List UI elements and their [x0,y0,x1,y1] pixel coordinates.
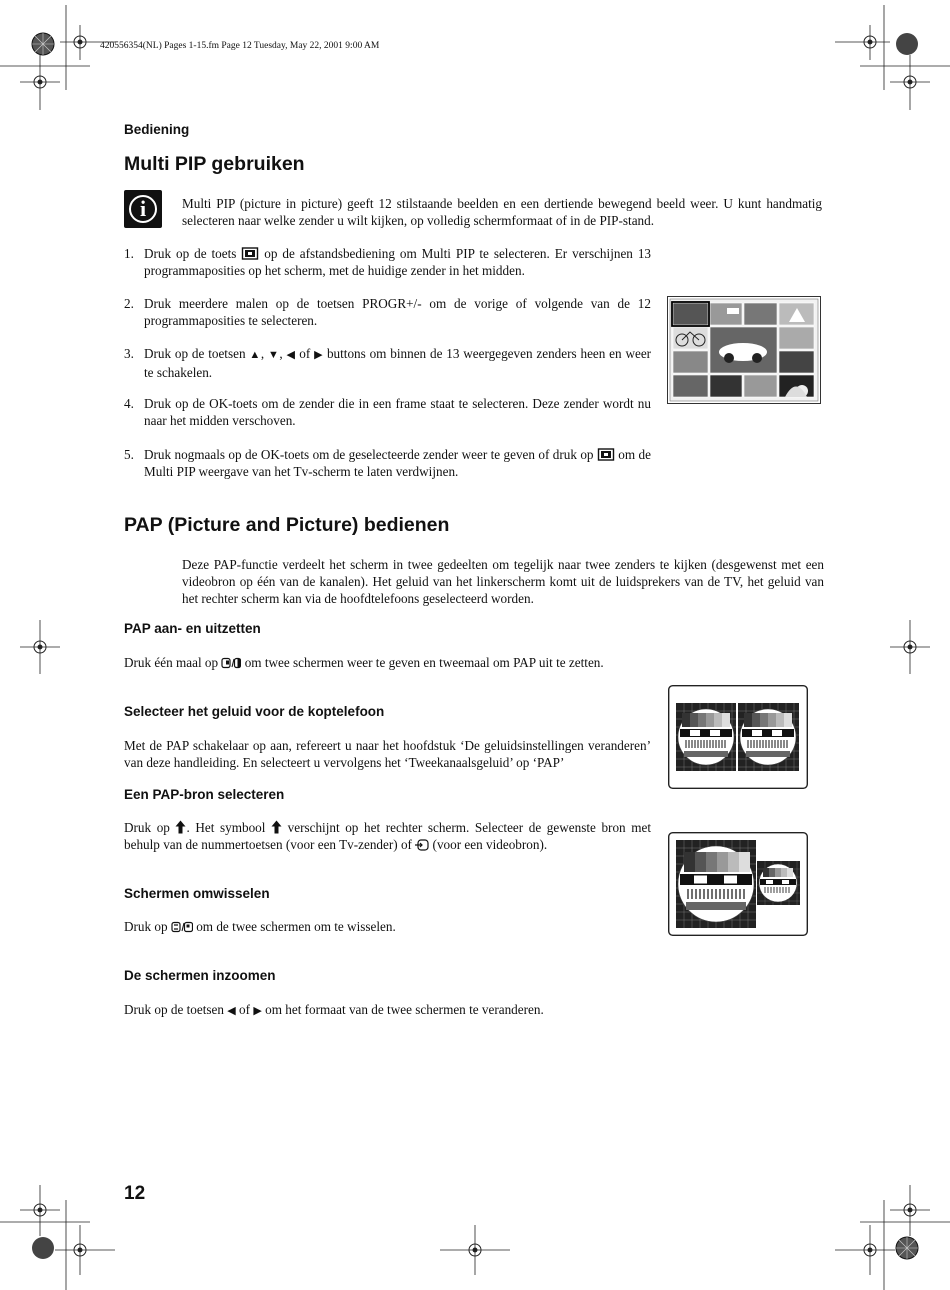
right-arrow-icon: ▶ [253,1005,262,1017]
left-arrow-icon: ◀ [286,349,296,361]
swap-button-icon [171,921,193,933]
section-label: Bediening [124,122,190,137]
pap-onoff-text: Druk één maal op om twee schermen weer te geven en tweemaal om PAP uit te zetten. [124,655,604,670]
up-arrow-icon: ▲ [249,349,261,361]
pap-title: PAP (Picture and Picture) bedienen [124,514,450,536]
pap-button-icon [221,657,241,669]
input-source-icon [415,839,429,851]
up-pointer-icon [175,820,186,834]
step-4: 4. Druk op de OK-toets om de zender die in een frame staat te selecteren. Deze zender wordt nu naar het midden verschoven. [124,396,651,428]
right-arrow-icon: ▶ [314,349,324,361]
pap-zoom-screens-figure [668,832,808,936]
multi-pip-screen-figure [667,296,821,404]
pap-intro: Deze PAP-functie verdeelt het scherm in twee gedeelten om tegelijk naar twee zenders te kijken (desgewenst met een videobron op één van de kanalen). Het geluid van het linkerscherm komt uit de luidsprekers van de TV, het geluid van het rechter scherm kan via de hoofdtelefoons geselecteerd worden. [182,557,824,606]
pap-onoff-title: PAP aan- en uitzetten [124,621,261,636]
zoom-title: De schermen inzoomen [124,968,276,983]
multi-pip-intro: Multi PIP (picture in picture) geeft 12 stilstaande beelden en een dertiende bewegend beeld weer. U kunt handmatig selecteren naar welke zender u wilt kijken, op volledig schermformaat of in de PIP-stand. [182,196,822,228]
swap-title: Schermen omwisselen [124,886,270,901]
multi-pip-button-icon [241,247,259,260]
step-3: 3. Druk op de toetsen ▲, ▼, ◀ of ▶ buttons om binnen de 13 weergegeven zenders heen en weer te schakelen. [124,346,652,380]
up-pointer-icon [271,820,282,834]
step-5: 5. Druk nogmaals op de OK-toets om de geselecteerde zender weer te geven of druk op om de Multi PIP weergave van het Tv-scherm te laten verdwijnen. [124,447,651,479]
left-arrow-icon: ◀ [227,1005,236,1017]
headphone-title: Selecteer het geluid voor de koptelefoon [124,704,385,719]
pap-two-screens-figure [668,685,808,789]
page-number: 12 [124,1183,146,1204]
pap-source-title: Een PAP-bron selecteren [124,787,285,802]
file-meta-line: 420556354(NL) Pages 1-15.fm Page 12 Tuesday, May 22, 2001 9:00 AM [100,41,380,51]
step-2: 2. Druk meerdere malen op de toetsen PROGR+/- om de vorige of volgende van de 12 programmaposities te selecteren. [124,296,651,328]
step-1: 1. Druk op de toets op de afstandsbediening om Multi PIP te selecteren. Er verschijnen 13 programmaposities op het scherm, met de huidige zender in het midden. [124,246,652,278]
multi-pip-button-icon [597,448,615,461]
multi-pip-title: Multi PIP gebruiken [124,153,305,175]
pap-source-text: Druk op . Het symbool verschijnt op het rechter scherm. Selecteer de gewenste bron met behulp van de nummertoetsen (voor een Tv-zender) of (voor een videobron). [124,820,652,852]
info-icon: i [124,190,162,228]
swap-text: Druk op om de twee schermen om te wisselen. [124,919,396,934]
zoom-text: Druk op de toetsen ◀ of ▶ om het formaat van de twee schermen te veranderen. [124,1002,544,1017]
down-arrow-icon: ▼ [267,349,280,361]
headphone-text: Met de PAP schakelaar op aan, refereert u naar het hoofdstuk ‘De geluidsinstellingen veranderen’ van deze handleiding. En selecteert u vervolgens het ‘Tweekanaalsgeluid’ op ‘PAP’ [124,738,651,770]
